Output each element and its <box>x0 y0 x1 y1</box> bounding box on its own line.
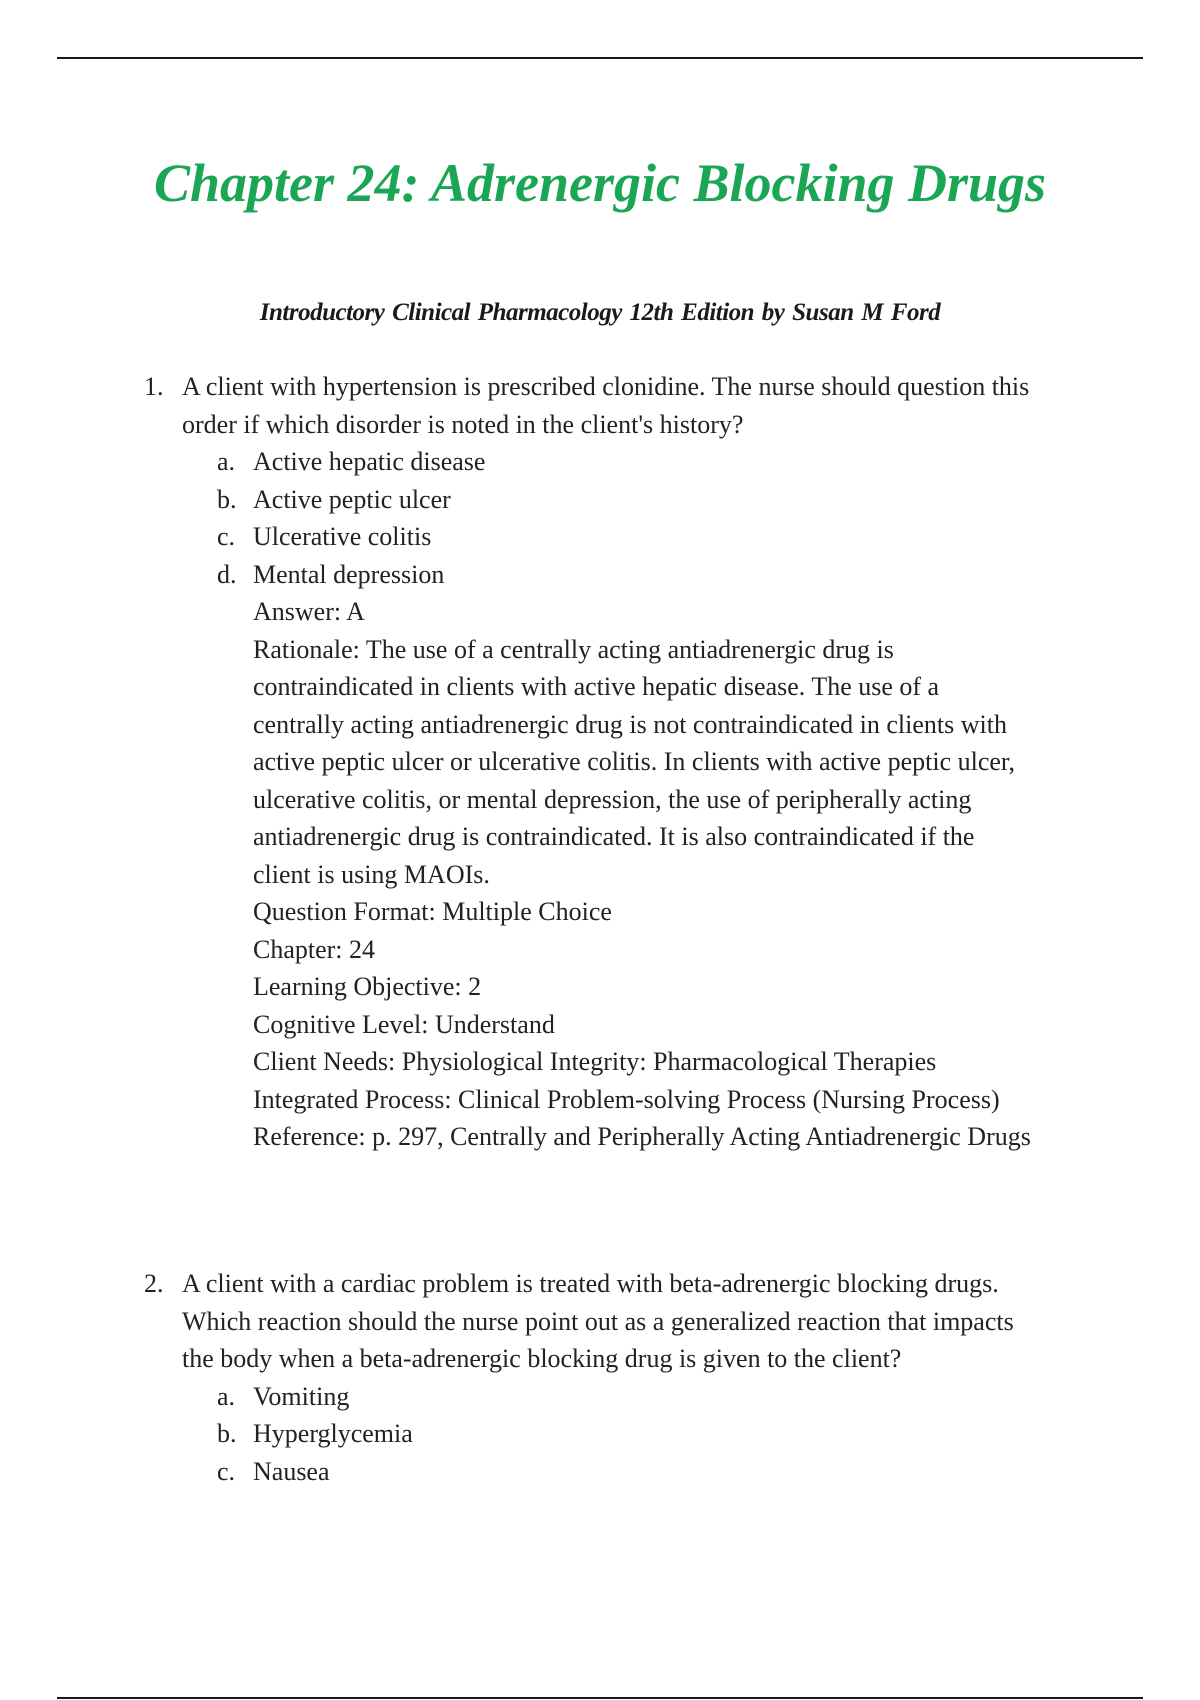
client-needs: Client Needs: Physiological Integrity: Pharmacological Therapies <box>253 1047 937 1076</box>
option-text: Hyperglycemia <box>253 1419 413 1448</box>
question-number: 2. <box>144 1269 164 1298</box>
reference: Reference: p. 297, Centrally and Peripherally Acting Antiadrenergic Drugs <box>253 1122 1031 1151</box>
top-divider <box>57 57 1143 59</box>
question-1 <box>144 368 1044 1156</box>
rationale: Rationale: The use of a centrally acting antiadrenergic drug is contraindicated in clients with active hepatic disease. The use of a centrally acting antiadrenergic drug is not contraindicated in clients with active peptic ulcer or ulcerative colitis. In clients with active peptic ulcer, ulcerative colitis, or mental depression, the use of peripherally acting antiadrenergic drug is contraindicated. It is also contraindicated if the client is using MAOIs. <box>253 634 1016 889</box>
book-subtitle: Introductory Clinical Pharmacology 12th Edition by Susan M Ford <box>259 299 941 326</box>
option-b <box>217 1415 1044 1453</box>
option-c <box>217 518 1044 556</box>
learning-objective: Learning Objective: 2 <box>253 972 482 1001</box>
cognitive-level: Cognitive Level: Understand <box>253 1009 555 1039</box>
option-b <box>217 481 1044 519</box>
answer-options <box>217 443 1044 593</box>
question-details <box>253 593 1033 1156</box>
question-stem: A client with hypertension is prescribed clonidine. The nurse should question this order if which disorder is noted in the client's history? <box>182 372 1030 439</box>
chapter-title: Chapter 24: Adrenergic Blocking Drugs <box>153 153 1047 213</box>
option-d <box>217 556 1044 594</box>
question-format: Question Format: Multiple Choice <box>253 897 612 926</box>
answer-line: Answer: A <box>253 597 365 626</box>
option-letter: c. <box>217 522 236 551</box>
option-text: Vomiting <box>253 1381 350 1411</box>
question-2 <box>144 1265 1044 1490</box>
question-stem: A client with a cardiac problem is treated with beta-adrenergic blocking drugs. Which reaction should the nurse point out as a generalized reaction that impacts the body when a beta-adrenergic blocking drug is given to the client? <box>182 1269 1014 1373</box>
option-text: Nausea <box>253 1456 330 1486</box>
option-letter: c. <box>217 1456 236 1486</box>
option-a <box>217 1378 1044 1416</box>
option-letter: d. <box>217 559 237 589</box>
option-text: Active hepatic disease <box>253 447 486 476</box>
option-letter: b. <box>217 1419 237 1448</box>
option-letter: a. <box>217 447 236 476</box>
chapter-line: Chapter: 24 <box>253 934 376 964</box>
bottom-divider <box>57 1697 1143 1699</box>
option-letter: b. <box>217 484 237 514</box>
option-letter: a. <box>217 1381 236 1411</box>
question-number: 1. <box>144 372 164 401</box>
option-text: Active peptic ulcer <box>253 484 451 514</box>
option-text: Ulcerative colitis <box>253 522 432 551</box>
option-text: Mental depression <box>253 559 445 589</box>
integrated-process: Integrated Process: Clinical Problem-solving Process (Nursing Process) <box>253 1084 1000 1114</box>
option-a <box>217 443 1044 481</box>
answer-options <box>217 1378 1044 1491</box>
option-c <box>217 1453 1044 1491</box>
